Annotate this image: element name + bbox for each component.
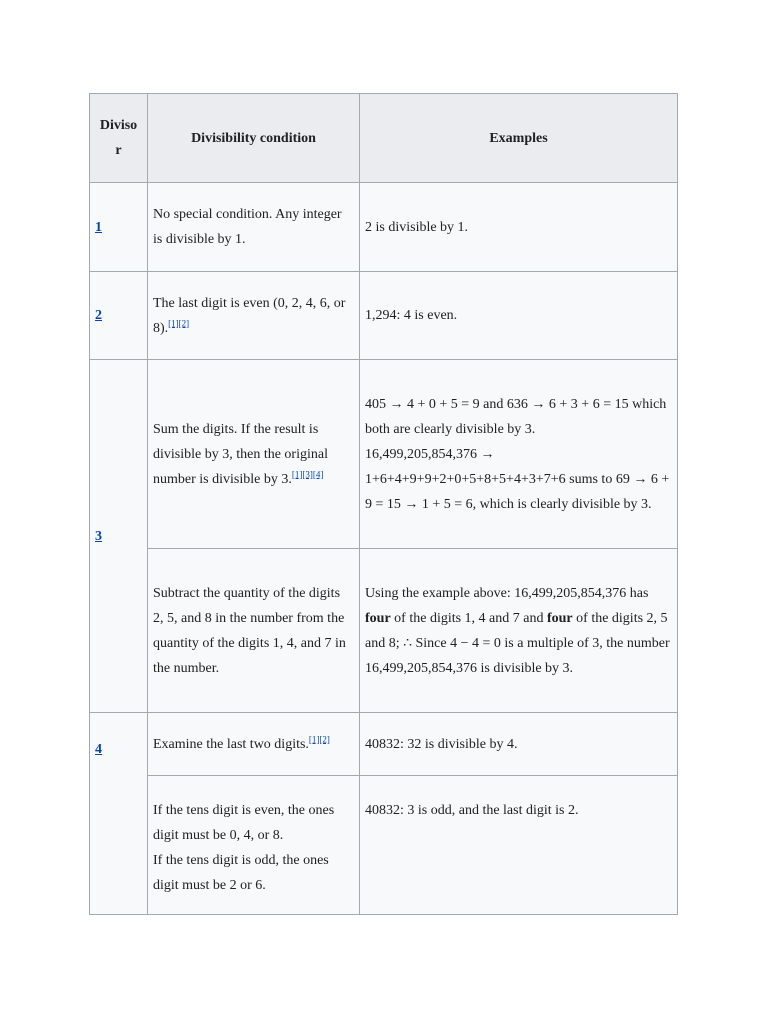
condition-cell: No special condition. Any integer is divisible by 1. (148, 183, 360, 272)
divisor-cell (90, 183, 148, 272)
divisor-cell (90, 360, 148, 713)
example-text: of the digits 1, 4 and 7 and (390, 610, 547, 626)
reference-link[interactable]: [1][2] (168, 317, 190, 328)
condition-line: If the tens digit is odd, the ones digit must be 2 or 6. (153, 853, 329, 893)
table-row (90, 183, 678, 272)
table-row (90, 776, 678, 915)
example-line: 405 → 4 + 0 + 5 = 9 and 636 → 6 + 3 + 6 = 15 which both are clearly divisible by 3. (365, 396, 667, 437)
reference-link[interactable]: [1][2] (308, 733, 330, 744)
divisor-link-2[interactable]: 2 (95, 308, 102, 323)
example-line: 16,499,205,854,376 → 1+6+4+9+9+2+0+5+8+5+4+3+7+6 sums to 69 → 6 + 9 = 15 → 1 + 5 = 6, which is clearly divisible by 3. (365, 446, 670, 512)
example-cell (360, 360, 678, 549)
example-text: Using the example above: 16,499,205,854,376 has (365, 585, 649, 601)
header-condition: Divisibility condition (148, 94, 360, 183)
example-cell: 1,294: 4 is even. (360, 272, 678, 360)
condition-cell: Subtract the quantity of the digits 2, 5, and 8 in the number from the quantity of the digits 1, 4, and 7 in the number. (148, 549, 360, 713)
divisor-cell (90, 713, 148, 915)
condition-cell (148, 272, 360, 360)
header-divisor: Diviso r (90, 94, 148, 183)
condition-cell (148, 360, 360, 549)
example-cell: 40832: 3 is odd, and the last digit is 2. (360, 776, 678, 915)
condition-cell (148, 713, 360, 776)
divisor-link-1[interactable]: 1 (95, 219, 102, 235)
table-row (90, 713, 678, 776)
table-row (90, 272, 678, 360)
condition-cell (148, 776, 360, 915)
example-cell: 40832: 32 is divisible by 4. (360, 713, 678, 776)
example-bold: four (546, 610, 573, 626)
condition-text: Sum the digits. If the result is divisible by 3, then the original number is divisible by 3. (153, 421, 328, 487)
example-cell (360, 549, 678, 713)
condition-text: Examine the last two digits. (153, 736, 309, 752)
divisor-link-4[interactable]: 4 (95, 742, 102, 757)
example-text: of the digits 2, 5 and 8; ∴ Since 4 − 4 = 0 is a multiple of 3, the number 16,499,205,854,376 is divisible by 3. (365, 610, 670, 676)
example-bold: four (365, 610, 391, 626)
divisibility-table (89, 93, 678, 915)
condition-text: The last digit is even (0, 2, 4, 6, or 8). (153, 295, 346, 336)
table-row (90, 360, 678, 549)
header-examples: Examples (360, 94, 678, 183)
table-header-row (90, 94, 678, 183)
example-cell: 2 is divisible by 1. (360, 183, 678, 272)
condition-line: If the tens digit is even, the ones digit must be 0, 4, or 8. (153, 803, 335, 843)
divisor-cell (90, 272, 148, 360)
table-row (90, 549, 678, 713)
divisor-link-3[interactable]: 3 (95, 528, 102, 544)
reference-link[interactable]: [1][3][4] (291, 468, 324, 479)
